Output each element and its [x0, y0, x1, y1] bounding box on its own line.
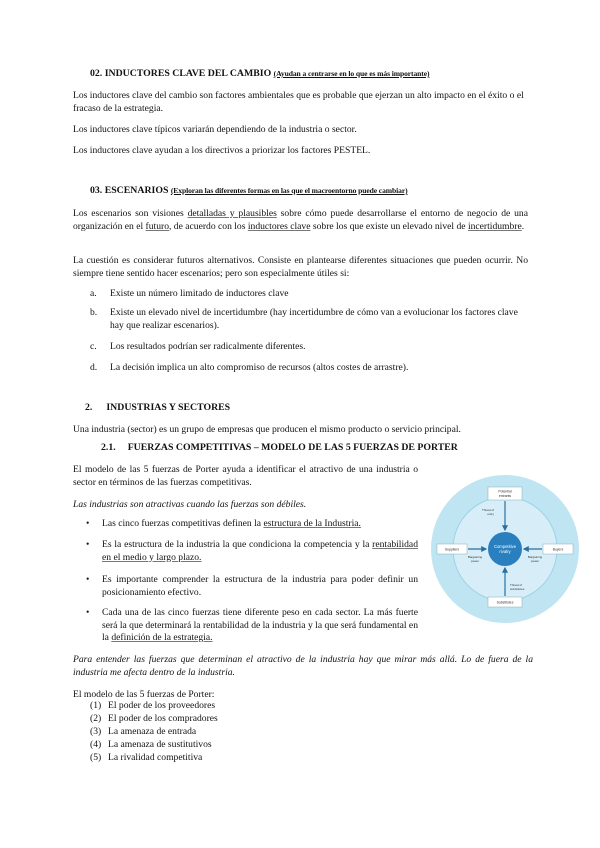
force-label-right-2: power	[530, 559, 540, 563]
heading-subtitle: (Ayudan a centrarse en lo que es más importante)	[273, 69, 430, 78]
force-label-sub-2: substitutes	[510, 587, 525, 591]
document-page: 02. INDUCTORES CLAVE DEL CAMBIO (Ayudan a centrarse en lo que es más importante) Los inductores clave del cambio son factores ambientales que es probable que ejerzan un alto impacto en el éxito o el fracaso de la estrategia. Los inductores clave típicos variarán dependiendo de la industria o sector. Los inductores clave ayudan a los directivos a priorizar los factores PESTEL. 03. ESCENARIOS (Exploran las diferentes formas en las que el macroentorno puede cambiar) Los escenarios son visiones detalladas y plausibles sobre cómo puede desarrollarse el entorno de negocio de una organización en el futuro, de acuerdo con los inductores clave sobre los que existe un elevado nivel de incertidumbre. La cuestión es considerar futuros alternativos. Consiste en plantearse diferentes situaciones que pueden ocurrir. No siempre tiene sentido hacer escenarios; pero son especialmente útiles si: a. Existe un número limitado de inductores clave b. Existe un elevado nivel de incertidumbre (hay incertidumbre de cómo van a evolucionar los factores clave hay que realizar escenarios). c. Los resultados podrían ser radicalmente diferentes. d. La decisión implica un alto compromiso de recursos (altos costes de arrastre). 2. INDUSTRIAS Y SECTORES Una industria (sector) es un grupo de empresas que producen el mismo producto o servicio principal. 2.1. FUERZAS COMPETITIVAS – MODELO DE LAS 5 FUERZAS DE PORTER El modelo de las 5 fuerzas de Porter ayuda a identificar el atractivo de una industria o sector en términos de las fuerzas competitivas. Las industrias son atractivas cuando las fuerzas son débiles. • Las cinco fuerzas competitivas definen la estructura de la Industria. • Es la estructura de la industria la que condiciona la competencia y la rentabilidad en el medio y largo plazo. • Es importante comprender la estructura de la industria para poder definir un posicionamiento efectivo. • Cada una de las cinco fuerzas tiene diferente peso en cada sector. La más fuerte será la que determinará la rentabilidad de la industria y la que será fundamental en la definición de la estrategia. Para entender las fuerzas que determinan el atractivo de la industria hay que mirar más allá. Lo de fuera de la industria me afecta dentro de la industria. El modelo de las 5 fuerzas de Porter: (1) El poder de los proveedores (2) El poder de los compradores (3) La amenaza de entrada (4) La amenaza de sustitutivos (5) La rivalidad competitiva Competitive rivalry Potential entrants Suppliers Buyers Substitutes Threat of entry Bargaining power Bargaining power Threat of substitutes	[0, 0, 600, 848]
s02-paragraph-1: Los inductores clave del cambio son factores ambientales que es probable que ejerzan un alto impacto en el éxito o el fracaso de la estrategia.	[73, 90, 524, 114]
force-label-entry-2: entry	[487, 512, 494, 516]
section-21-heading: 2.1. FUERZAS COMPETITIVAS – MODELO DE LAS 5 FUERZAS DE PORTER	[101, 442, 458, 453]
term-futuro: futuro	[145, 220, 169, 232]
s21-paragraph-1: El modelo de las 5 fuerzas de Porter ayuda a identificar el atractivo de una industria o sector en términos de las fuerzas competitivas.	[73, 464, 418, 488]
s21-paragraph-4: El modelo de las 5 fuerzas de Porter:	[73, 689, 215, 700]
center-label-1: Competitive	[493, 544, 517, 549]
s03-paragraph-2: La cuestión es considerar futuros alternativos. Consiste en plantearse diferentes situaciones que pueden ocurrir. No siempre tiene sentido hacer escenarios; pero son especialmente útiles si:	[73, 255, 528, 279]
term-detalladas: detalladas y plausibles	[187, 208, 277, 219]
s02-paragraph-2: Los inductores clave típicos variarán dependiendo de la industria o sector.	[73, 124, 357, 135]
heading-subtitle: (Exploran las diferentes formas en las que el macroentorno puede cambiar)	[170, 186, 408, 195]
s2-paragraph-1: Una industria (sector) es un grupo de empresas que producen el mismo producto o servicio principal.	[73, 424, 461, 435]
section-03-heading	[90, 185, 530, 198]
term-inductores: inductores clave	[247, 220, 311, 232]
heading-text: 03. ESCENARIOS	[90, 185, 169, 196]
term-incertidumbre: incertidumbre	[467, 220, 522, 232]
force-label-entry-1: Threat of	[481, 508, 494, 512]
force-label-sub-1: Threat of	[510, 583, 523, 587]
heading-text: 02. INDUCTORES CLAVE DEL CAMBIO	[90, 68, 272, 79]
s02-paragraph-3: Los inductores clave ayudan a los directivos a priorizar los factores PESTEL.	[73, 145, 371, 156]
section-2-heading: 2. INDUSTRIAS Y SECTORES	[85, 402, 231, 413]
s21-paragraph-2: Las industrias son atractivas cuando las fuerzas son débiles.	[73, 499, 307, 510]
force-label-right-1: Bargaining	[527, 555, 543, 559]
section-02-heading	[90, 68, 530, 81]
entrants-label-1: Potential	[498, 489, 512, 494]
substitutes-label: Substitutes	[496, 600, 514, 605]
suppliers-label: Suppliers	[444, 547, 460, 552]
s03-paragraph-1: Los escenarios son visiones detalladas y plausibles sobre cómo puede desarrollarse el entorno de negocio de una organización en el futuro, de acuerdo con los inductores clave sobre los que existe un elevado nivel de incertidumbre.	[73, 208, 528, 232]
porter-five-forces-diagram	[430, 474, 580, 624]
buyers-label: Buyers	[552, 547, 564, 552]
force-label-left-1: Bargaining	[467, 555, 483, 559]
center-label-2: rivalry	[499, 549, 511, 554]
force-label-left-2: power	[470, 559, 480, 563]
entrants-label-2: entrants	[498, 494, 512, 498]
s21-paragraph-3: Para entender las fuerzas que determinan el atractivo de la industria hay que mirar más allá. Lo de fuera de la industria me afecta dentro de la industria.	[73, 654, 533, 678]
